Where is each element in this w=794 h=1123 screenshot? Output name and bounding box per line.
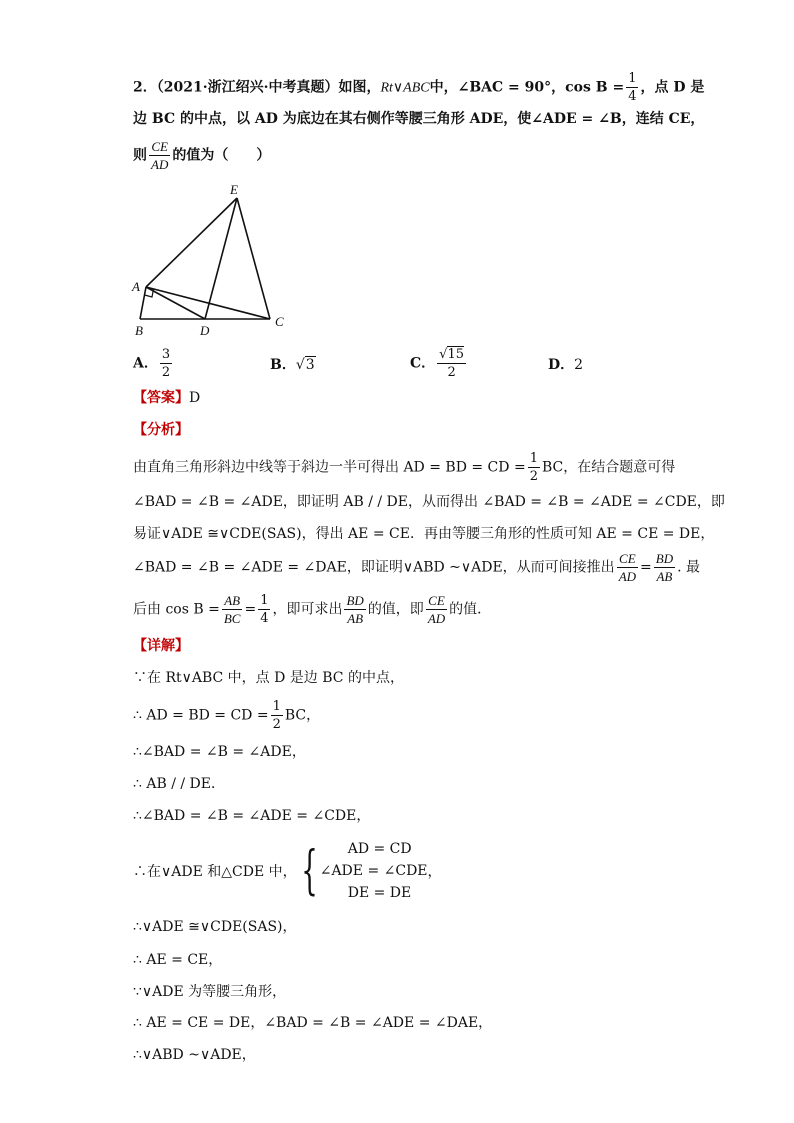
- analysis-line-2: ∠BAD = ∠B = ∠ADE，即证明 AB / / DE，从而得出 ∠BAD = ∠B = ∠ADE = ∠CDE，即: [133, 494, 725, 510]
- solution-step-7: ∴∨ADE ≅∨CDE(SAS)，: [133, 919, 297, 935]
- solution-tag: 【详解】: [133, 638, 189, 654]
- label-c: C: [275, 314, 284, 329]
- solution-step-6: ∴在∨ADE 和△CDE 中， { AD = CD ∠ADE = ∠CDE DE = DE ，: [133, 838, 442, 904]
- solution-step-5: ∴∠BAD = ∠B = ∠ADE = ∠CDE，: [133, 808, 371, 824]
- solution-step-10: ∴ AE = CE = DE，∠BAD = ∠B = ∠ADE = ∠DAE，: [133, 1015, 493, 1031]
- analysis-line-4: ∠BAD = ∠B = ∠ADE = ∠DAE，即证明∨ABD ~∨ADE，从而可间接推出 $\frac{CE}{AD}$ = $\frac{BD}{AB}$ . 最: [133, 551, 701, 584]
- answer-line: [133, 388, 200, 408]
- solution-step-9: ∵∨ADE 为等腰三角形，: [133, 984, 287, 1000]
- label-d: D: [200, 323, 210, 338]
- ce-ad-fraction: $\frac{CE}{AD}$: [151, 139, 169, 172]
- question-line-3: 则 $\frac{CE}{AD}$ 的值为（ ）: [133, 139, 271, 172]
- segment-ac: [146, 287, 270, 319]
- solution-step-8: ∴ AE = CE，: [133, 952, 223, 968]
- question-number: 2．: [133, 79, 157, 96]
- segment-ae: [146, 198, 237, 287]
- analysis-line-3: 易证∨ADE ≅∨CDE(SAS)，得出 AE = CE．再由等腰三角形的性质可知 AE = CE = DE，: [133, 526, 715, 542]
- option-b[interactable]: B．√3: [270, 357, 315, 373]
- question-line-1: 2．（2021·浙江绍兴·中考真题）如图，Rt∨ABC中，∠BAC = 90°，cos B = $\frac{1}{4}$ ，点 D 是: [133, 71, 705, 104]
- analysis-tag: 【分析】: [133, 422, 189, 438]
- solution-step-2: ∴ AD = BD = CD = $\frac{1}{2}$ BC，: [133, 699, 321, 732]
- question-line-2: 边 BC 的中点，以 AD 为底边在其右侧作等腰三角形 ADE，使∠ADE = ∠B，连结 CE，: [133, 111, 705, 127]
- solution-step-4: ∴ AB / / DE．: [133, 776, 225, 792]
- analysis-line-5: 后由 cos B = $\frac{AB}{BC}$ = $\frac{1}{4}$ ，即可求出 $\frac{BD}{AB}$ 的值，即 $\frac{CE}{AD}$ 的值．: [133, 593, 492, 626]
- geometry-figure: [130, 180, 300, 340]
- label-a: A: [132, 279, 140, 294]
- option-c[interactable]: C． $\frac{√15}{2}$: [410, 347, 464, 380]
- solution-step-3: ∴∠BAD = ∠B = ∠ADE，: [133, 744, 306, 760]
- cos-fraction: $\frac{1}{4}$: [628, 71, 637, 104]
- segment-de: [205, 198, 237, 319]
- solution-step-1: ∵在 Rt∨ABC 中，点 D 是边 BC 的中点，: [133, 670, 404, 686]
- option-a[interactable]: A． $\frac{3}{2}$: [133, 347, 171, 380]
- solution-step-11: ∴∨ABD ~∨ADE，: [133, 1047, 256, 1063]
- answer-tag: 【答案】: [133, 390, 189, 406]
- brace-symbol: {: [300, 841, 318, 901]
- segment-ab: [140, 287, 146, 319]
- segment-ce: [237, 198, 270, 319]
- congruence-system: AD = CD ∠ADE = ∠CDE DE = DE: [319, 841, 428, 901]
- segment-ad: [146, 287, 205, 319]
- label-e: E: [230, 182, 238, 197]
- analysis-line-1: 由直角三角形斜边中线等于斜边一半可得出 AD = BD = CD = $\frac{1}{2}$ BC，在结合题意可得: [133, 451, 676, 484]
- question-source: （2021·浙江绍兴·中考真题）: [156, 79, 339, 96]
- answer-value: D: [189, 390, 201, 406]
- option-d[interactable]: D．2: [548, 357, 584, 373]
- label-b: B: [135, 323, 143, 338]
